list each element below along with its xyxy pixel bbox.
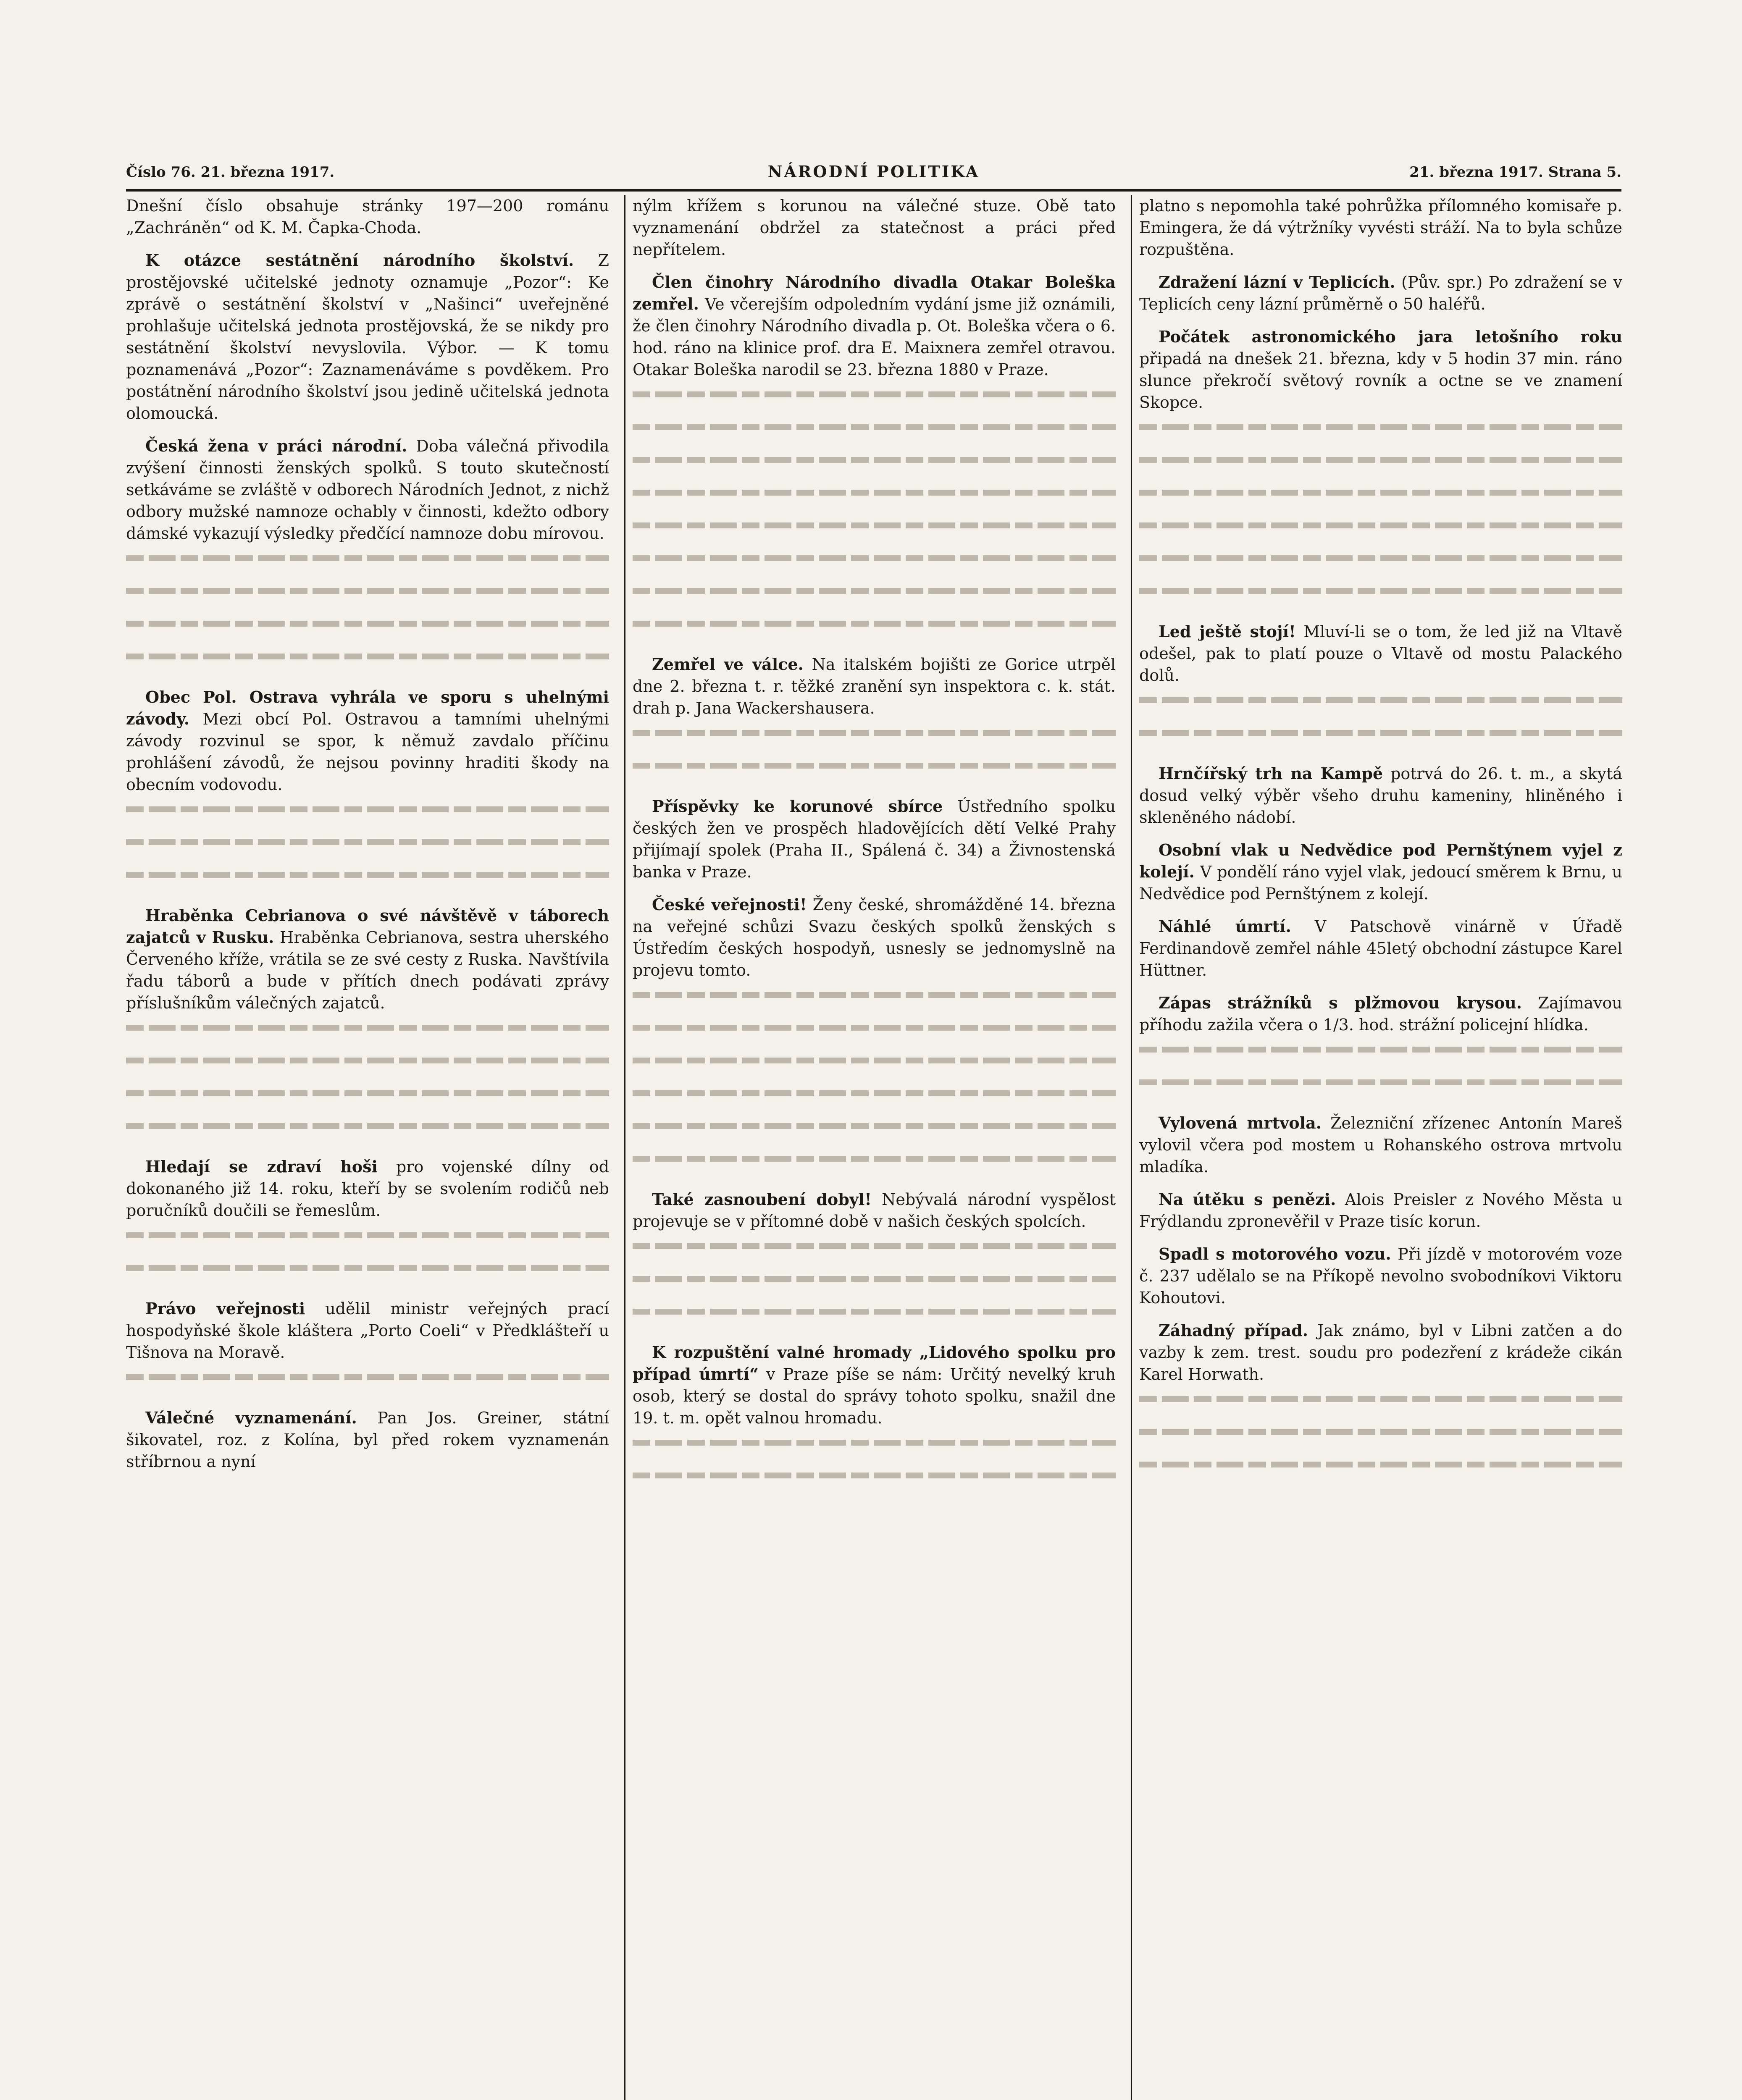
text-line [633, 1473, 1116, 1494]
text-line [126, 1058, 609, 1079]
article [633, 795, 1116, 883]
text-line [633, 1243, 1116, 1265]
article [126, 686, 609, 795]
article-body: udělil ministr veřejných prací hospodyňské škole kláštera „Porto Coeli“ v Předklášteří u Tišnova na Moravě. [126, 1299, 609, 1362]
article-body: Doba válečná přivodila zvýšení činnosti ženských spolků. S touto skutečností setkáváme se zvláště v odborech Národních Jednot, z nichž odbory mužské namnoze ochably v činnosti, kdežto odbory dámské vykazují výsledky předčící namnoze dobu mírovou. [126, 437, 609, 543]
article [1139, 1112, 1622, 1178]
text-line [1139, 424, 1622, 446]
column-3 [1139, 195, 1622, 2100]
article-body: pro vojenské dílny od dokonaného již 14. roku, kteří by se svolením rodičů neb poručníků doučili se řemeslům. [126, 1158, 609, 1220]
article-body: V pondělí ráno vyjel vlak, jedoucí směrem k Brnu, u Nedvědice pod Pernštýnem z kolejí. [1139, 863, 1622, 903]
text-line [126, 872, 609, 894]
text-line [633, 1276, 1116, 1298]
text-line [1139, 1429, 1622, 1451]
article-body: Železniční zřízenec Antonín Mareš vylovil včera pod mostem u Rohanského ostrova mrtvolu mladíka. [1139, 1114, 1622, 1176]
newspaper-page [126, 160, 1621, 2100]
text-line [633, 1025, 1116, 1047]
date-page-info: 21. března 1917. Strana 5. [1409, 164, 1621, 181]
article-heading: Osobní vlak u Nedvědice pod Pernštýnem vyjel z kolejí. [1139, 840, 1622, 881]
text-line [633, 424, 1116, 446]
text-line [126, 806, 609, 828]
article [1139, 1320, 1622, 1385]
text-line [633, 490, 1116, 512]
article-heading: České veřejnosti! [652, 895, 807, 914]
article-continuation: platno s nepomohla také pohrůžka přílomného komisaře p. Emingera, že dá výtržníky vyvésti stráží. Na to byla schůze rozpuštěna. [1139, 197, 1622, 259]
article-heading: Právo veřejnosti [145, 1299, 305, 1318]
text-line [1139, 588, 1622, 610]
article-heading: Záhadný případ. [1159, 1321, 1308, 1340]
article-body: Mluví-li se o tom, že led již na Vltavě odešel, pak to platí pouze o Vltavě od mostu Palackého dolů. [1139, 622, 1622, 685]
article-body: připadá na dnešek 21. března, kdy v 5 hodin 37 min. ráno slunce překročí světový rovník a octne se ve znamení Skopce. [1139, 349, 1622, 412]
column-rule [624, 195, 625, 2100]
text-line [633, 763, 1116, 785]
article [126, 249, 609, 424]
article-body: Při jízdě v motorovém voze č. 237 udělalo se na Příkopě nevolno svobodníkovi Viktoru Kohoutovi. [1139, 1245, 1622, 1307]
page-header [126, 160, 1621, 192]
article-body: Ženy české, shromážděné 14. března na veřejné schůzi Svazu českých spolků ženských s Ústředím českých hospodyň, usnesly se jednomyslně na projevu tomto. [633, 895, 1116, 979]
article-heading: Zemřel ve válce. [652, 655, 804, 674]
text-line [126, 654, 609, 675]
text-line [126, 1232, 609, 1254]
article-body: potrvá do 26. t. m., a skytá dosud velký výběr všeho druhu kameniny, hliněného i skleněného nádobí. [1139, 764, 1622, 827]
article [1139, 763, 1622, 828]
article [1139, 1189, 1622, 1232]
article-body: Z prostějovské učitelské jednoty oznamuje „Pozor“: Ke zprávě o sestátnění školství v „Našinci“ uveřejněné prohlašuje učitelská jednota prostějovská, že se nikdy pro sestátnění školství nevyslovila. Výbor. — K tomu poznamenává „Pozor“: Zaznamenáváme s povděkem. Pro postátnění národního školství jsou jedině učitelská jednota olomoucká. [126, 251, 609, 423]
text-line [126, 621, 609, 643]
text-line [633, 730, 1116, 752]
article [126, 1156, 609, 1221]
article-body: Alois Preisler z Nového Města u Frýdlandu zpronevěřil v Praze tisíc korun. [1139, 1190, 1622, 1231]
novel-notice: Dnešní číslo obsahuje stránky 197—200 románu „Zachráněn“ od K. M. Čapka-Choda. [126, 197, 609, 237]
article-heading: Česká žena v práci národní. [145, 436, 407, 455]
article-heading: Počátek astronomického jara letošního roku [1159, 327, 1622, 346]
text-line [1139, 697, 1622, 719]
article-body: Ústředního spolku českých žen ve prospěch hladovějících dětí Velké Prahy přijímají spolek (Praha II., Spálená č. 34) a Živnostenská banka v Praze. [633, 797, 1116, 881]
text-line [1139, 522, 1622, 544]
article-heading: Příspěvky ke korunové sbírce [652, 797, 943, 816]
article-heading: Hraběnka Cebrianova o své návštěvě v táborech zajatců v Rusku. [126, 906, 609, 947]
text-line [633, 1058, 1116, 1079]
article-heading: K rozpuštění valné hromady „Lidového spolku pro případ úmrtí“ [633, 1343, 1116, 1383]
article-heading: K otázce sestátnění národního školství. [145, 251, 574, 270]
article-body: Mezi obcí Pol. Ostravou a tamními uhelnými závody rozvinul se spor, k němuž zavdalo příčinu prohlášení závodů, že nejsou povinny hraditi škody na obecním vodovodu. [126, 710, 609, 794]
text-line [126, 1265, 609, 1287]
text-line [1139, 730, 1622, 752]
text-line [633, 391, 1116, 413]
text-line [633, 588, 1116, 610]
newspaper-title: NÁRODNÍ POLITIKA [767, 162, 980, 181]
article-body: v Praze píše se nám: Určitý nevelký kruh osob, který se dostal do správy tohoto spolku, snažil dne 19. t. m. opět valnou hromadu. [633, 1365, 1116, 1427]
article [126, 1407, 609, 1473]
text-line [633, 555, 1116, 577]
text-line [1139, 1462, 1622, 1483]
article-heading: Válečné vyznamenání. [145, 1408, 357, 1427]
article-heading: Na útěku s penězi. [1159, 1190, 1336, 1209]
text-line [633, 1440, 1116, 1462]
article [126, 905, 609, 1014]
text-line [633, 522, 1116, 544]
article-body: Jak známo, byl v Libni zatčen a do vazby k zem. trest. soudu pro podezření z krádeže cikán Karel Horwath. [1139, 1321, 1622, 1383]
text-line [1139, 555, 1622, 577]
article [1139, 916, 1622, 981]
column-2 [633, 195, 1116, 2100]
article-body: Zajímavou příhodu zažila včera o 1/3. hod. strážní policejní hlídka. [1139, 994, 1622, 1034]
article-body: (Pův. spr.) Po zdražení se v Teplicích ceny lázní průměrně o 50 haléřů. [1139, 273, 1622, 313]
text-line [126, 1025, 609, 1047]
column-1 [126, 195, 609, 2100]
column-rule [1131, 195, 1132, 2100]
text-line [633, 621, 1116, 643]
article-heading: Hledají se zdraví hoši [145, 1157, 378, 1176]
article [1139, 839, 1622, 905]
article [633, 1189, 1116, 1232]
text-line [633, 1156, 1116, 1178]
article-heading: Zápas strážníků s plžmovou krysou. [1159, 993, 1522, 1012]
article-heading: Náhlé úmrtí. [1159, 917, 1291, 936]
article-heading: Vylovená mrtvola. [1159, 1113, 1322, 1132]
article-body: Na italském bojišti ze Gorice utrpěl dne 2. března t. r. těžké zranění syn inspektora c. k. stát. drah p. Jana Wackershausera. [633, 655, 1116, 717]
text-line [1139, 1396, 1622, 1418]
text-line [126, 555, 609, 577]
text-line [126, 1374, 609, 1396]
text-line [1139, 457, 1622, 479]
text-line [633, 457, 1116, 479]
article-body: Pan Jos. Greiner, státní šikovatel, roz. z Kolína, byl před rokem vyznamenán stříbrnou a nyní [126, 1409, 609, 1471]
article-heading: Zdražení lázní v Teplicích. [1159, 273, 1395, 291]
article-heading: Led ještě stojí! [1159, 622, 1296, 641]
text-line [126, 588, 609, 610]
article-heading: Také zasnoubení dobyl! [652, 1190, 872, 1209]
issue-info: Číslo 76. 21. března 1917. [126, 164, 335, 181]
article-heading: Obec Pol. Ostrava vyhrála ve sporu s uhelnými závody. [126, 688, 609, 728]
article-body: Nebývalá národní vyspělost projevuje se v přítomné době v našich českých spolcích. [633, 1190, 1116, 1231]
article-continuation: nýlm křížem s korunou na válečné stuze. Obě tato vyznamenání obdržel za statečnost a práci před nepřítelem. [633, 197, 1116, 259]
article [633, 271, 1116, 381]
text-line [633, 1123, 1116, 1145]
article [1139, 1243, 1622, 1309]
article-heading: Hrnčířský trh na Kampě [1159, 764, 1383, 783]
article [126, 1298, 609, 1363]
article [1139, 326, 1622, 413]
article-body: Hraběnka Cebrianova, sestra uherského Červeného kříže, vrátila se ze své cesty z Ruska. Navštívila řadu táborů a bude v přítích dnech podávati zprávy příslušníkům válečných zajatců. [126, 928, 609, 1012]
article [1139, 992, 1622, 1036]
article [633, 1341, 1116, 1429]
text-line [126, 1123, 609, 1145]
article-heading: Spadl s motorového vozu. [1159, 1244, 1391, 1263]
text-line [633, 1090, 1116, 1112]
text-line [1139, 490, 1622, 512]
article [633, 654, 1116, 719]
text-line [633, 1309, 1116, 1331]
text-line [633, 992, 1116, 1014]
article-body: V Patschově vinárně v Úřadě Ferdinandově zemřel náhle 45letý obchodní zástupce Karel Hüttner. [1139, 917, 1622, 979]
text-line [126, 839, 609, 861]
text-line [1139, 1047, 1622, 1068]
article [633, 894, 1116, 981]
article [1139, 271, 1622, 315]
article-heading: Člen činohry Národního divadla Otakar Boleška zemřel. [633, 273, 1116, 313]
article [126, 435, 609, 544]
text-line [1139, 1079, 1622, 1101]
article [1139, 621, 1622, 686]
article-body: Ve včerejším odpoledním vydání jsme již oznámili, že člen činohry Národního divadla p. Ot. Boleška včera o 6. hod. ráno na klinice prof. dra E. Maixnera zemřel otravou. Otakar Boleška narodil se 23. března 1880 v Praze. [633, 295, 1116, 379]
text-line [126, 1090, 609, 1112]
